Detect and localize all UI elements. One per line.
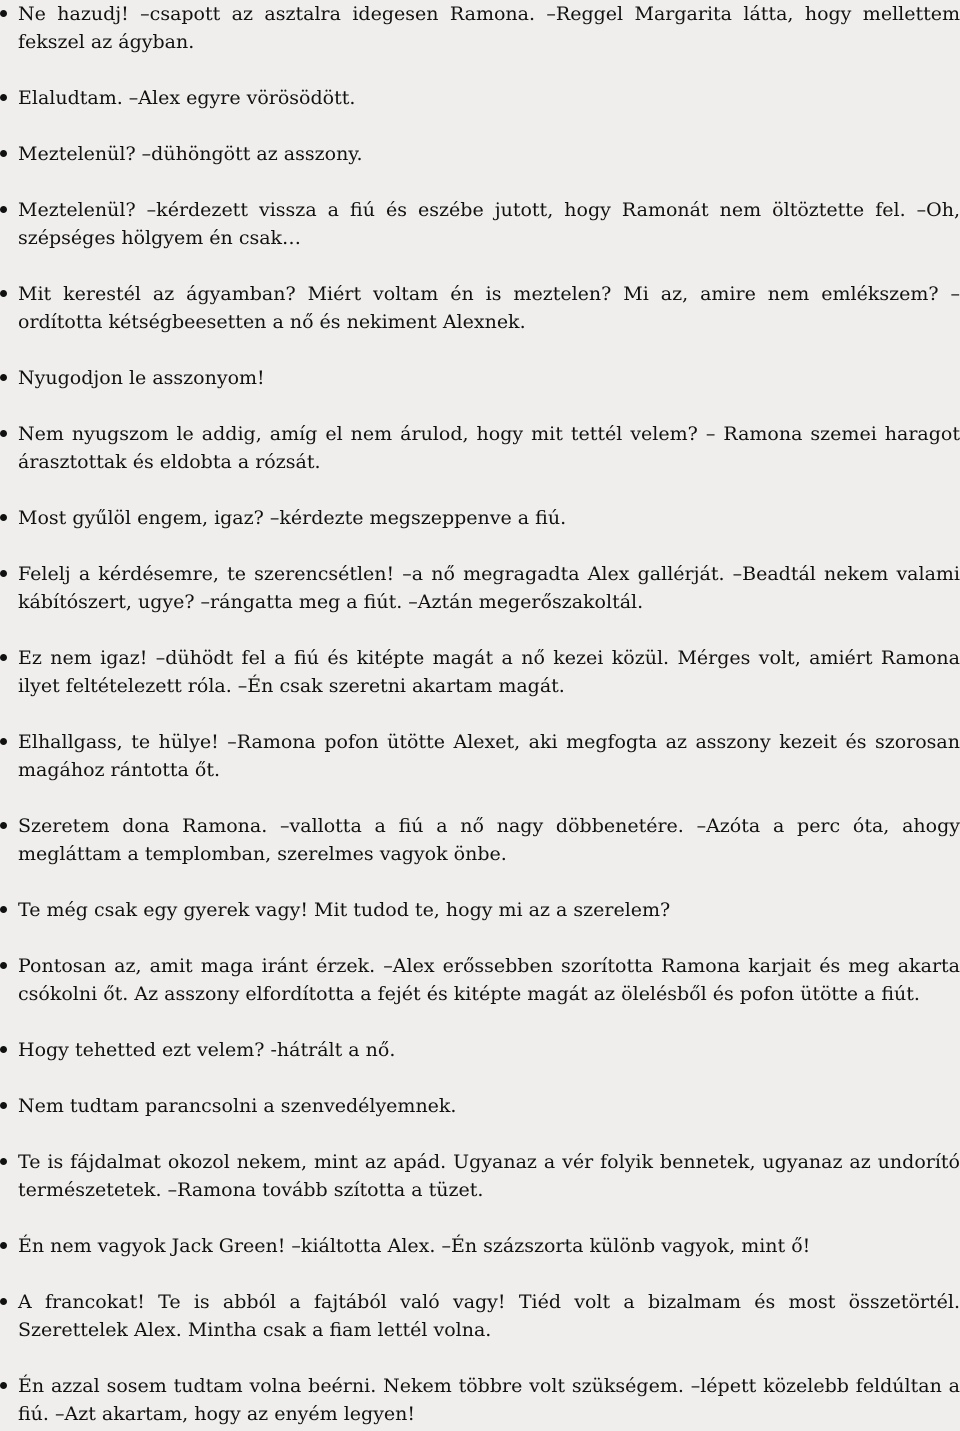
list-item — [0, 0, 960, 56]
bullet-icon — [0, 374, 7, 381]
paragraph-text: Én nem vagyok Jack Green! –kiáltotta Alex. –Én százszorta különb vagyok, mint ő! — [18, 1235, 811, 1257]
list-item — [0, 728, 960, 784]
list-item — [0, 812, 960, 868]
list-item — [0, 1092, 960, 1120]
list-item — [0, 140, 960, 168]
bullet-icon — [0, 822, 7, 829]
paragraph-text: Felelj a kérdésemre, te szerencsétlen! –a nő megragadta Alex gallérját. –Beadtál nekem valami kábítószert, ugye? –rángatta meg a fiút. –Aztán megerőszakoltál. — [18, 563, 960, 613]
paragraph-text: Hogy tehetted ezt velem? -hátrált a nő. — [18, 1039, 396, 1061]
bullet-icon — [0, 150, 7, 157]
paragraph-text: Most gyűlöl engem, igaz? –kérdezte megszeppenve a fiú. — [18, 507, 567, 529]
list-item — [0, 420, 960, 476]
bullet-icon — [0, 430, 7, 437]
paragraph-text: Te is fájdalmat okozol nekem, mint az apád. Ugyanaz a vér folyik bennetek, ugyanaz az undorító természetetek. –Ramona tovább szította a tüzet. — [18, 1151, 960, 1201]
paragraph-text: Szeretem dona Ramona. –vallotta a fiú a nő nagy döbbenetére. –Azóta a perc óta, ahogy megláttam a templomban, szerelmes vagyok önbe. — [18, 815, 960, 865]
bullet-icon — [0, 1298, 7, 1305]
bullet-icon — [0, 1102, 7, 1109]
paragraph-text: Elaludtam. –Alex egyre vörösödött. — [18, 87, 356, 109]
bullet-icon — [0, 206, 7, 213]
list-item — [0, 952, 960, 1008]
paragraph-text: Elhallgass, te hülye! –Ramona pofon ütötte Alexet, aki megfogta az asszony kezeit és szorosan magához rántotta őt. — [18, 731, 960, 781]
list-item — [0, 84, 960, 112]
list-item — [0, 644, 960, 700]
list-item — [0, 280, 960, 336]
bullet-icon — [0, 654, 7, 661]
list-item — [0, 1148, 960, 1204]
bullet-icon — [0, 1158, 7, 1165]
paragraph-text: Te még csak egy gyerek vagy! Mit tudod te, hogy mi az a szerelem? — [18, 899, 671, 921]
paragraph-text: Nem tudtam parancsolni a szenvedélyemnek. — [18, 1095, 457, 1117]
paragraph-text: Én azzal sosem tudtam volna beérni. Nekem többre volt szükségem. –lépett közelebb feldúltan a fiú. –Azt akartam, hogy az enyém legyen! — [18, 1375, 960, 1425]
bullet-icon — [0, 94, 7, 101]
list-item — [0, 560, 960, 616]
list-item — [0, 1372, 960, 1428]
bullet-icon — [0, 738, 7, 745]
bullet-icon — [0, 10, 7, 17]
paragraph-text: Meztelenül? –dühöngött az asszony. — [18, 143, 363, 165]
list-item — [0, 364, 960, 392]
list-item — [0, 504, 960, 532]
paragraph-text: Nyugodjon le asszonyom! — [18, 367, 265, 389]
bullet-icon — [0, 906, 7, 913]
bullet-icon — [0, 514, 7, 521]
bullet-icon — [0, 290, 7, 297]
bullet-icon — [0, 1046, 7, 1053]
list-item — [0, 896, 960, 924]
list-item — [0, 196, 960, 252]
paragraph-text: Pontosan az, amit maga iránt érzek. –Alex erőssebben szorította Ramona karjait és meg akarta csókolni őt. Az asszony elfordította a fejét és kitépte magát az ölelésből és pofon ütötte a fiút. — [18, 955, 960, 1005]
paragraph-text: A francokat! Te is abból a fajtából való vagy! Tiéd volt a bizalmam és most összetörtél. Szerettelek Alex. Mintha csak a fiam lettél volna. — [18, 1291, 960, 1341]
paragraph-text: Nem nyugszom le addig, amíg el nem árulod, hogy mit tettél velem? – Ramona szemei haragot árasztottak és eldobta a rózsát. — [18, 423, 960, 473]
list-item — [0, 1232, 960, 1260]
bullet-icon — [0, 570, 7, 577]
paragraph-text: Ne hazudj! –csapott az asztalra idegesen Ramona. –Reggel Margarita látta, hogy mellettem fekszel az ágyban. — [18, 3, 960, 53]
list-item — [0, 1288, 960, 1344]
list-item — [0, 1036, 960, 1064]
paragraph-text: Meztelenül? –kérdezett vissza a fiú és eszébe jutott, hogy Ramonát nem öltöztette fel. –Oh, szépséges hölgyem én csak… — [18, 199, 960, 249]
paragraph-text: Ez nem igaz! –dühödt fel a fiú és kitépte magát a nő kezei közül. Mérges volt, amiért Ramona ilyet feltételezett róla. –Én csak szeretni akartam magát. — [18, 647, 960, 697]
paragraph-text: Mit kerestél az ágyamban? Miért voltam én is meztelen? Mi az, amire nem emlékszem? –ordította kétségbeesetten a nő és nekiment Alexnek. — [18, 283, 960, 333]
bullet-icon — [0, 1382, 7, 1389]
bullet-icon — [0, 962, 7, 969]
bullet-icon — [0, 1242, 7, 1249]
